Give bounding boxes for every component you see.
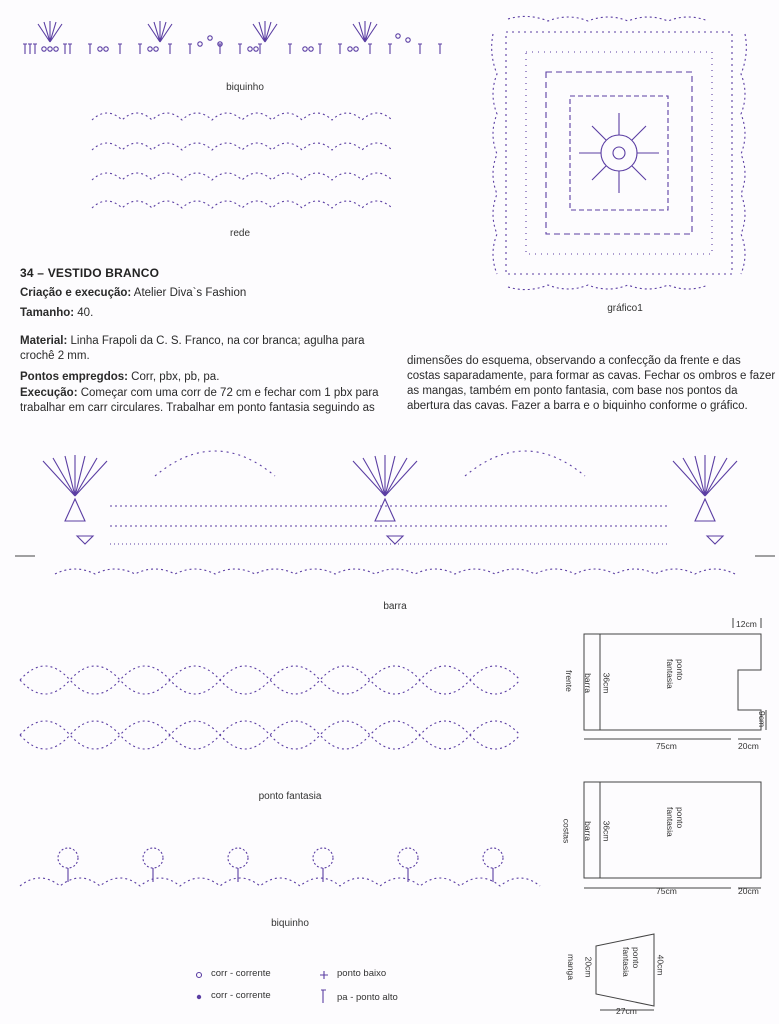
barra-chart (15, 436, 775, 586)
size-label: Tamanho: (20, 307, 75, 319)
size-value: 40. (74, 307, 94, 319)
caption-grafico1: gráfico1 (607, 303, 643, 314)
ponto-fantasia-chart (20, 640, 545, 770)
caption-biquinho-top: biquinho (226, 82, 264, 93)
sc-icon (319, 970, 329, 980)
front-shoulder-dim: 20cm (738, 741, 759, 751)
sleeve-length-dim: 40cm (655, 954, 666, 976)
dc-icon (319, 988, 329, 1004)
creation-line (20, 286, 390, 301)
back-height-dim: 36cm (601, 820, 612, 842)
chain-open-icon (195, 971, 203, 979)
article-title: 34 – VESTIDO BRANCO (20, 266, 160, 280)
stitches-value: Corr, pbx, pb, pa. (127, 371, 220, 383)
back-shoulder-dim: 20cm (738, 886, 759, 896)
stitches-label: Pontos empregdos: (20, 371, 128, 383)
execution-value: Começar com uma corr de 72 cm e fechar com 1 pbx para trabalhar em carr circulares. Trabalhar em ponto fantasia seguindo as (20, 387, 379, 414)
front-armhole-dim: 9cm (757, 710, 768, 728)
legend-chain-open: corr - corrente (211, 968, 271, 979)
biquinho-top-chart (20, 14, 450, 64)
front-barra-label: barra (582, 673, 593, 693)
creation-label: Criação e execução: (20, 287, 132, 299)
sleeve-width-dim: 27cm (616, 1006, 637, 1016)
caption-rede: rede (229, 228, 250, 239)
front-top-dim: 12cm (736, 619, 757, 629)
legend-sc: ponto baixo (337, 968, 387, 979)
creation-value: Atelier Diva`s Fashion (131, 287, 247, 299)
execution-label: Execução: (20, 387, 78, 399)
front-height-dim: 36cm (601, 672, 612, 694)
schematic-front (560, 614, 770, 754)
caption-ponto-fantasia: ponto fantasia (258, 791, 322, 802)
schematic-sleeve-outline (560, 928, 670, 1020)
chain-filled-icon (195, 993, 203, 1001)
material-label: Material: (20, 335, 68, 347)
sleeve-side-label: manga (566, 954, 576, 980)
stitches-line (20, 370, 390, 385)
material-value: Linha Frapoli da C. S. Franco, na cor branca; agulha para crochê 2 mm. (20, 335, 365, 362)
back-body-label: ponto fantasia (665, 807, 685, 837)
schematic-sleeve (560, 928, 670, 1020)
sleeve-height-dim: 20cm (583, 956, 594, 978)
schematic-back (560, 778, 770, 908)
biquinho-bottom-chart (20, 838, 545, 908)
caption-biquinho-bottom: biquinho (271, 918, 309, 929)
grafico1-chart (488, 14, 750, 292)
sleeve-body-label: ponto fantasia (621, 947, 641, 977)
legend (195, 968, 435, 1012)
size-line (20, 306, 390, 321)
legend-chain-filled: corr - corrente (211, 990, 271, 1001)
front-width-dim: 75cm (656, 741, 677, 751)
front-body-label: ponto fantasia (665, 659, 685, 689)
front-side-label: frente (563, 670, 574, 692)
back-width-dim: 75cm (656, 886, 677, 896)
back-barra-label: barra (582, 821, 593, 841)
legend-dc: pa - ponto alto (337, 992, 398, 1003)
rede-chart (92, 108, 392, 218)
execution-continued: dimensões do esquema, observando a confecção da frente e das costas saparadamente, para formar as cavas. Fechar os ombros e fazer as mangas, também em ponto fantasia, com base nos pontos da abertura das cavas. Fazer a barra e o biquinho conforme o gráfico. (407, 355, 776, 412)
material-line (20, 334, 390, 364)
caption-barra: barra (383, 601, 407, 612)
execution-line (20, 386, 390, 416)
back-side-label: costas (561, 818, 572, 844)
